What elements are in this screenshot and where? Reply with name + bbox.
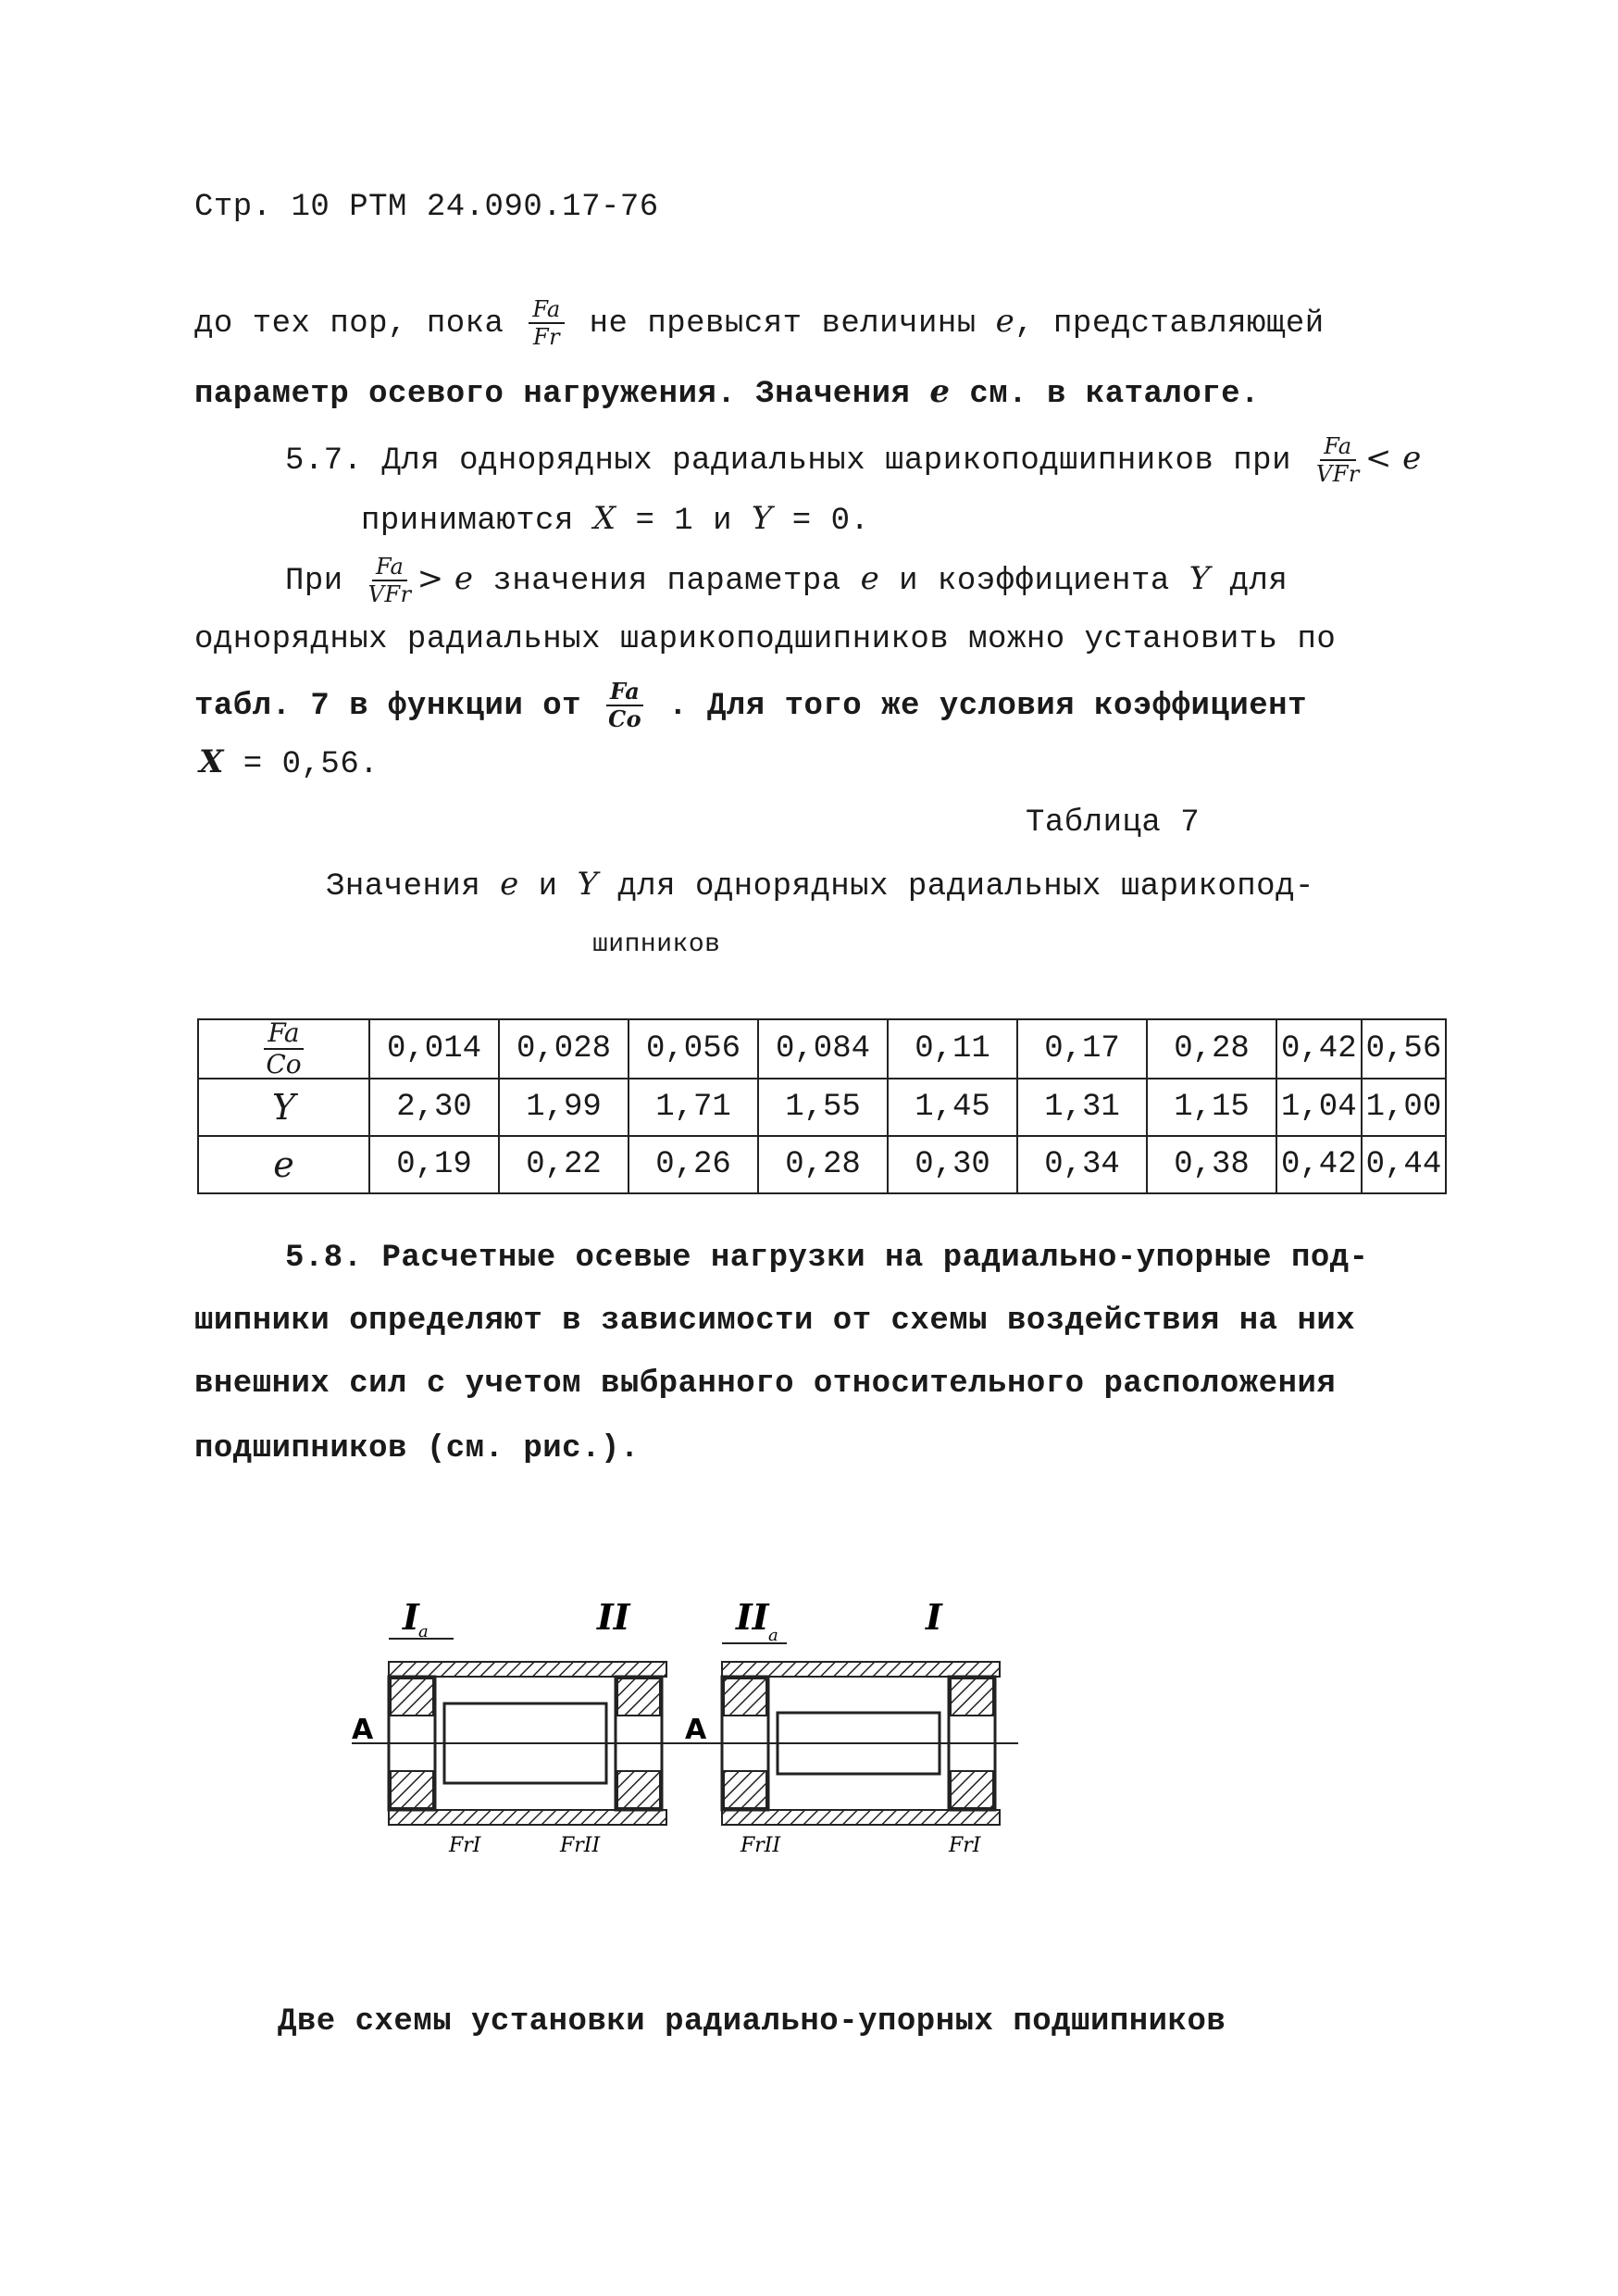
table-row-e — [198, 1136, 1446, 1193]
table-cell: 1,00 — [1362, 1079, 1447, 1136]
para-pri-line3 — [194, 680, 1307, 730]
text: и коэффициента — [899, 563, 1170, 599]
text: параметр осевого нагружения. Значения — [194, 377, 911, 412]
scheme-right — [685, 1596, 1018, 1857]
text: для однорядных радиальных шарикопод- — [617, 869, 1314, 905]
label-fr: FrI — [449, 1834, 481, 1857]
table-cell: 0,028 — [499, 1019, 629, 1079]
table-cell: 0,056 — [629, 1019, 758, 1079]
text: значения параметра — [492, 563, 841, 599]
table-cell: 1,04 — [1276, 1079, 1362, 1136]
table-cell: 0,17 — [1017, 1019, 1147, 1079]
table-cell: 1,31 — [1017, 1079, 1147, 1136]
table-cell: 0,014 — [369, 1019, 499, 1079]
symbol-e: e — [995, 302, 1015, 340]
para57-line1 — [285, 435, 1422, 485]
text: = 0. — [791, 504, 870, 539]
text: для — [1229, 563, 1288, 599]
label-fr: FrI — [949, 1834, 981, 1857]
table-label: Таблица 7 — [1026, 805, 1201, 841]
text: табл. 7 в функции от — [194, 688, 582, 724]
para1-line1 — [194, 298, 1325, 348]
table-cell: 0,44 — [1362, 1136, 1447, 1193]
frac-den: Co — [266, 1049, 302, 1079]
para57-line2 — [361, 500, 869, 539]
fraction-fa-vfr — [368, 555, 412, 605]
label-iia: II — [736, 1596, 769, 1638]
text: = 1 и — [635, 504, 732, 539]
label-fr: FrII — [741, 1834, 781, 1857]
para1-line2 — [194, 373, 1260, 412]
symbol-y: Y — [1189, 559, 1211, 597]
frac-num: Fa — [1320, 435, 1355, 461]
table-cell: 0,084 — [758, 1019, 888, 1079]
text: . Для того же условия коэффициент — [668, 688, 1307, 724]
table-cell: 1,99 — [499, 1079, 629, 1136]
table-cell: 0,42 — [1276, 1019, 1362, 1079]
symbol-y: Y — [577, 866, 599, 903]
symbol-e: e — [500, 866, 519, 903]
fraction-fa-fr — [529, 298, 564, 348]
fraction-fa-co — [264, 1017, 303, 1079]
frac-den: VFr — [1315, 461, 1360, 487]
figure-caption: Две схемы установки радиально-упорных подшипников — [278, 2004, 1226, 2040]
table-cell: 1,55 — [758, 1079, 888, 1136]
label-ii: II — [597, 1596, 630, 1638]
symbol-x: X — [199, 743, 224, 780]
text: до тех пор, пока — [194, 306, 504, 342]
table-cell: 0,42 — [1276, 1136, 1362, 1193]
table-cell: 0,30 — [888, 1136, 1017, 1193]
text: = 0,56. — [243, 747, 380, 782]
table-row-y — [198, 1079, 1446, 1136]
label-iia-sub: a — [768, 1626, 778, 1645]
frac-den: VFr — [367, 581, 412, 607]
table-cell: 1,45 — [888, 1079, 1017, 1136]
table-cell: 0,28 — [758, 1136, 888, 1193]
condition: < e — [1364, 439, 1422, 477]
para58-line2: шипники определяют в зависимости от схемы воздействия на них — [194, 1304, 1356, 1339]
frac-den: Co — [608, 705, 642, 732]
table-cell: 2,30 — [369, 1079, 499, 1136]
table-cell: 0,56 — [1362, 1019, 1447, 1079]
table-cell: 1,71 — [629, 1079, 758, 1136]
table-row-fa-co — [198, 1019, 1446, 1079]
text: 5.7. Для однорядных радиальных шарикоподшипников при — [285, 443, 1291, 479]
label-ia: I — [403, 1596, 419, 1638]
label-ia-sub: a — [418, 1622, 429, 1641]
condition: > e — [417, 559, 474, 597]
text: принимаются — [361, 504, 574, 539]
label-fr: FrII — [560, 1834, 601, 1857]
text: , представляющей — [1014, 306, 1325, 342]
frac-num: Fa — [529, 298, 564, 324]
bearing-schemes-figure — [333, 1574, 1037, 1879]
fraction-fa-co — [606, 680, 643, 730]
table-cell: 0,34 — [1017, 1136, 1147, 1193]
para58-line1: 5.8. Расчетные осевые нагрузки на радиально-упорные под- — [285, 1241, 1369, 1276]
page-header: Стр. 10 РТМ 24.090.17-76 — [194, 190, 659, 225]
text: не превысят величины — [589, 306, 977, 342]
table-cell: 0,19 — [369, 1136, 499, 1193]
table-cell: 0,26 — [629, 1136, 758, 1193]
text: см. в каталоге. — [969, 377, 1260, 412]
header-cell: Y — [198, 1079, 369, 1136]
table-cell: 1,15 — [1147, 1079, 1276, 1136]
para-pri-line1 — [285, 555, 1288, 605]
text: При — [285, 563, 343, 599]
para-pri-line2: однорядных радиальных шарикоподшипников можно установить по — [194, 622, 1337, 657]
label-axis-a: A — [685, 1714, 707, 1746]
para-pri-line4 — [199, 743, 379, 782]
fraction-fa-vfr — [1316, 435, 1360, 485]
frac-num: Fa — [372, 555, 407, 581]
header-cell: e — [198, 1136, 369, 1193]
scheme-left — [352, 1596, 703, 1857]
symbol-x: X — [592, 500, 616, 537]
para58-line4: подшипников (см. рис.). — [194, 1431, 640, 1466]
frac-num: Fa — [606, 680, 643, 706]
para58-line3: внешних сил с учетом выбранного относительного расположения — [194, 1366, 1337, 1402]
label-i: I — [926, 1596, 942, 1638]
table-cell: 0,28 — [1147, 1019, 1276, 1079]
header-cell — [198, 1019, 369, 1079]
frac-num: Fa — [264, 1020, 303, 1050]
table-cell: 0,22 — [499, 1136, 629, 1193]
table-cell: 0,38 — [1147, 1136, 1276, 1193]
symbol-y: Y — [751, 500, 773, 537]
label-axis-a: A — [352, 1714, 374, 1746]
symbol-e: e — [929, 373, 951, 410]
text: Значения — [326, 869, 481, 905]
table-7 — [197, 1018, 1447, 1194]
table-caption-line1 — [326, 866, 1314, 905]
table-caption-line2: шипников — [592, 930, 721, 959]
table-cell: 0,11 — [888, 1019, 1017, 1079]
frac-den: Fr — [532, 324, 561, 350]
text: и — [538, 869, 558, 905]
symbol-e: e — [860, 559, 880, 597]
